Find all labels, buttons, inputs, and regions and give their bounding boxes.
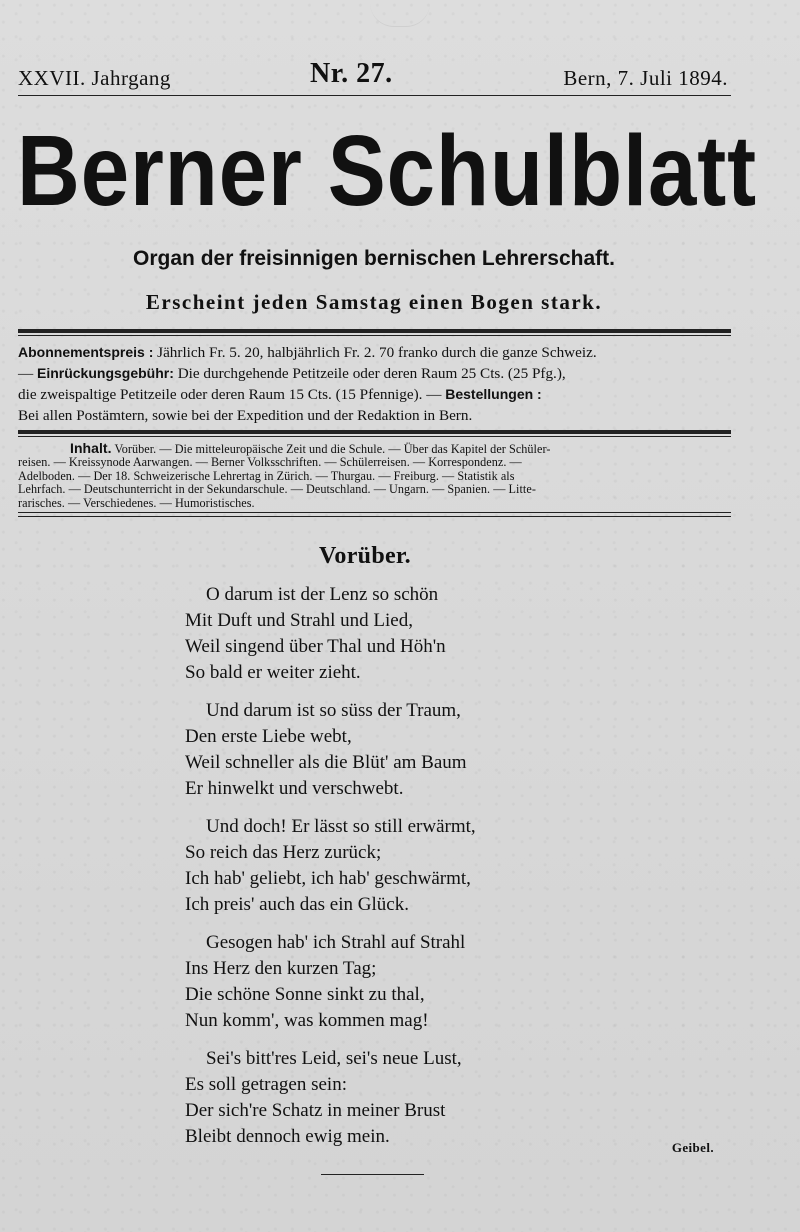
poem-stanza — [185, 814, 605, 918]
poem-line: O darum ist der Lenz so schön — [206, 584, 439, 605]
subscription-price-text: Jährlich Fr. 5. 20, halbjährlich Fr. 2. 70 franko durch die ganze Schweiz. — [153, 344, 597, 361]
poem-line: So reich das Herz zurück; — [185, 842, 382, 863]
subscription-line-2 — [18, 363, 731, 384]
poem-stanza — [185, 930, 605, 1034]
subscription-information — [18, 342, 731, 426]
contents-top-rule — [18, 430, 731, 434]
poem-line: Bleibt dennoch ewig mein. — [185, 1126, 390, 1147]
subscription-line-3 — [18, 384, 731, 405]
contents-line-4: Lehrfach. — Deutschunterricht in der Sekundarschule. — Deutschland. — Ungarn. — Spanien. — Litte- — [18, 482, 536, 497]
contents-line-2: reisen. — Kreissynode Aarwangen. — Berner Volksschriften. — Schülerreisen. — Korrespondenz. — — [18, 455, 522, 470]
contents-line-3: Adelboden. — Der 18. Schweizerische Lehrertag in Zürich. — Thurgau. — Freiburg. — Statistik als — [18, 468, 515, 483]
table-of-contents — [18, 442, 731, 510]
advertising-fee-label: Einrückungsgebühr: — [36, 365, 174, 381]
subscription-top-rule — [18, 329, 731, 333]
poem-author: Geibel. — [671, 1140, 714, 1155]
poem-line: Weil singend über Thal und Höh'n — [185, 636, 446, 657]
poem-end-rule — [321, 1174, 424, 1175]
double-column-fee-text: die zweispaltige Petitzeile oder deren Raum 15 Cts. (15 Pfennige). — — [18, 386, 446, 403]
volume-year: XXVII. Jahrgang — [18, 66, 171, 90]
subscription-top-rule-fine — [18, 335, 731, 336]
publication-frequency: Erscheint jeden Samstag einen Bogen stark. — [145, 290, 603, 314]
poem-line: Ins Herz den kurzen Tag; — [185, 958, 377, 979]
poem-stanza — [185, 698, 605, 802]
masthead-title: Berner Schulblatt — [17, 115, 757, 227]
issue-number: Nr. 27. — [310, 58, 393, 89]
poem-title: Vorüber. — [319, 543, 411, 569]
poem-line: Den erste Liebe webt, — [185, 726, 352, 747]
contents-line-1-text: Vorüber. — Die mitteleuropäische Zeit und die Schule. — Über das Kapitel der Schüler- — [111, 442, 551, 456]
advertising-fee-text: Die durchgehende Petitzeile oder deren Raum 25 Cts. (25 Pfg.), — [173, 365, 566, 382]
orders-label: Bestellungen : — [445, 386, 542, 402]
subscription-dash-1: — — [18, 365, 37, 382]
masthead-subtitle: Organ der freisinnigen bernischen Lehrerschaft. — [133, 247, 615, 270]
contents-line-1 — [18, 442, 731, 456]
poem-line: Ich preis' auch das ein Glück. — [185, 894, 409, 915]
issue-header-line — [18, 58, 728, 90]
poem-line: Ich hab' geliebt, ich hab' geschwärmt, — [185, 868, 471, 889]
poem-line: Gesogen hab' ich Strahl auf Strahl — [206, 932, 466, 953]
poem-line: Weil schneller als die Blüt' am Baum — [185, 752, 467, 773]
poem-line: Die schöne Sonne sinkt zu thal, — [185, 984, 425, 1005]
poem-body — [185, 582, 605, 1162]
poem-line: Und darum ist so süss der Traum, — [206, 700, 461, 721]
publication-place-date: Bern, 7. Juli 1894. — [563, 66, 728, 90]
poem-line: Der sich're Schatz in meiner Brust — [185, 1100, 446, 1121]
poem-line: Er hinwelkt und verschwebt. — [185, 778, 404, 799]
contents-bottom-rule — [18, 512, 731, 513]
poem-stanza — [185, 582, 605, 686]
poem-stanza — [185, 1046, 605, 1150]
subscription-price-label: Abonnementspreis : — [18, 344, 154, 360]
contents-top-rule-fine — [18, 436, 731, 437]
poem-line: Und doch! Er lässt so still erwärmt, — [206, 816, 476, 837]
header-rule — [18, 95, 731, 96]
poem-line: Sei's bitt'res Leid, sei's neue Lust, — [206, 1048, 462, 1069]
poem-line: Nun komm', was kommen mag! — [185, 1010, 429, 1031]
subscription-line-4: Bei allen Postämtern, sowie bei der Expedition und der Redaktion in Bern. — [18, 407, 473, 424]
poem-line: Es soll getragen sein: — [185, 1074, 347, 1095]
poem-line: Mit Duft und Strahl und Lied, — [185, 610, 413, 631]
contents-label: Inhalt. — [70, 440, 112, 456]
contents-line-5: rarisches. — Verschiedenes. — Humoristisches. — [18, 495, 255, 510]
poem-line: So bald er weiter zieht. — [185, 662, 361, 683]
subscription-line-1 — [18, 342, 731, 363]
paper-fold-mark — [370, 0, 430, 27]
contents-bottom-rule-fine — [18, 516, 731, 517]
